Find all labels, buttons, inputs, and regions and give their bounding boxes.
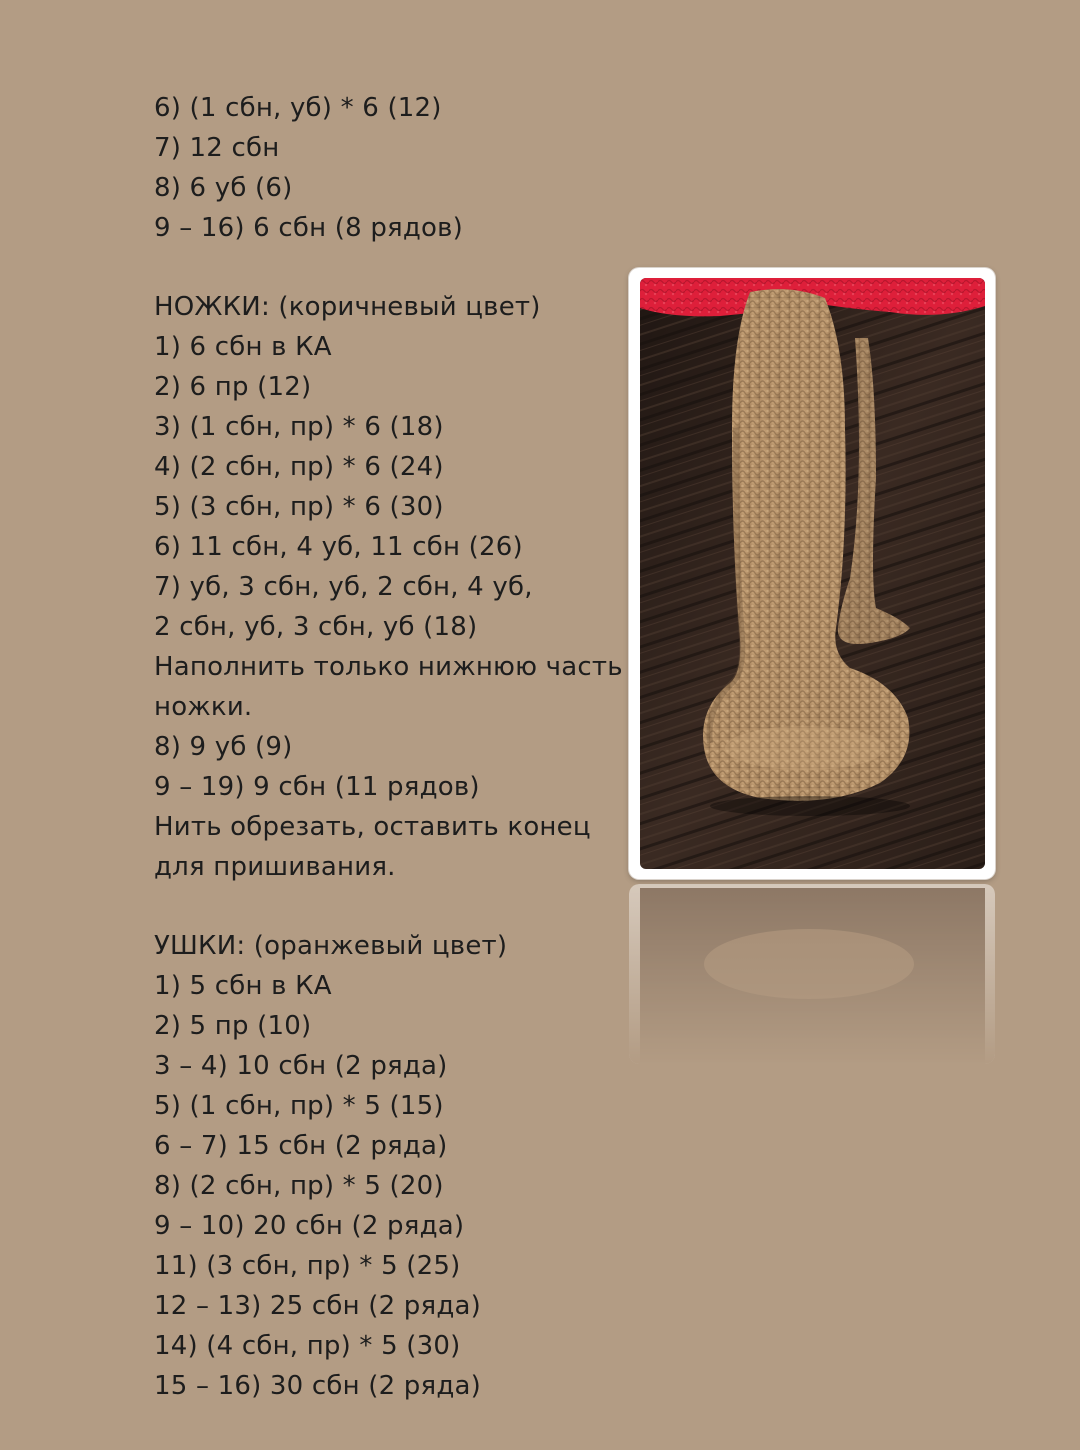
pattern-line: 1) 5 сбн в КА (154, 971, 332, 1001)
pattern-line: 2) 5 пр (10) (154, 1011, 312, 1041)
section-heading-legs (154, 287, 624, 327)
pattern-line: 6) (1 сбн, уб) * 6 (12) (154, 93, 442, 123)
pattern-line: 5) (1 сбн, пр) * 5 (15) (154, 1091, 444, 1121)
pattern-line: ножки. (154, 692, 253, 722)
pattern-line: 3 – 4) 10 сбн (2 ряда) (154, 1051, 448, 1081)
section-heading-ears (154, 926, 624, 966)
pattern-line: 12 – 13) 25 сбн (2 ряда) (154, 1291, 481, 1321)
legs-heading-note: : (коричневый цвет) (260, 292, 541, 322)
pattern-line: 2 сбн, уб, 3 сбн, уб (18) (154, 612, 478, 642)
pattern-line: 6 – 7) 15 сбн (2 ряда) (154, 1131, 448, 1161)
pattern-line: 15 – 16) 30 сбн (2 ряда) (154, 1371, 481, 1401)
pattern-line: 7) 12 сбн (154, 133, 280, 163)
pattern-line: 9 – 19) 9 сбн (11 рядов) (154, 772, 480, 802)
pattern-line: 11) (3 сбн, пр) * 5 (25) (154, 1251, 461, 1281)
pattern-line: 8) (2 сбн, пр) * 5 (20) (154, 1171, 444, 1201)
pattern-line: 7) уб, 3 сбн, уб, 2 сбн, 4 уб, (154, 572, 533, 602)
pattern-line: 9 – 16) 6 сбн (8 рядов) (154, 213, 464, 243)
ears-heading-note: : (оранжевый цвет) (236, 931, 508, 961)
section-gap (154, 248, 624, 287)
photo-reflection (629, 884, 995, 1064)
legs-heading: НОЖКИ (154, 292, 261, 322)
pattern-line: 2) 6 пр (12) (154, 372, 312, 402)
ears-heading: УШКИ (154, 931, 237, 961)
section-gap (154, 887, 624, 926)
pattern-line: 9 – 10) 20 сбн (2 ряда) (154, 1211, 465, 1241)
pattern-line: 6) 11 сбн, 4 уб, 11 сбн (26) (154, 532, 523, 562)
pattern-line: 4) (2 сбн, пр) * 6 (24) (154, 452, 444, 482)
pattern-line: Нить обрезать, оставить конец (154, 812, 591, 842)
pattern-line: Наполнить только нижнюю часть (154, 652, 623, 682)
pattern-line: 8) 6 уб (6) (154, 173, 293, 203)
photo-frame (629, 268, 995, 879)
pattern-line: для пришивания. (154, 852, 396, 882)
pattern-line: 3) (1 сбн, пр) * 6 (18) (154, 412, 444, 442)
pattern-line: 8) 9 уб (9) (154, 732, 293, 762)
pattern-line: 1) 6 сбн в КА (154, 332, 332, 362)
pattern-text-column (154, 88, 624, 1406)
crochet-leg-photo (640, 278, 985, 869)
pattern-line: 14) (4 сбн, пр) * 5 (30) (154, 1331, 461, 1361)
pattern-line: 5) (3 сбн, пр) * 6 (30) (154, 492, 444, 522)
